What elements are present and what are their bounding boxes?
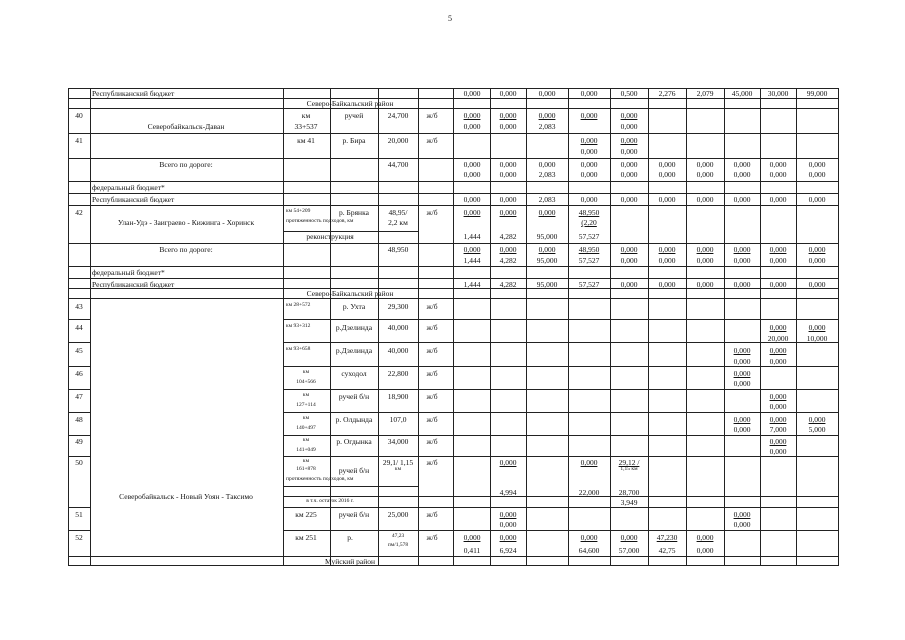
table-cell: 0,000 [808, 256, 826, 265]
table-cell: 161+878 [296, 466, 316, 472]
table-cell: 48,950 [387, 245, 409, 254]
table-cell: км 28+572 [286, 302, 311, 308]
table-cell: 0,000 [620, 195, 638, 204]
table-cell: 40,000 [387, 323, 409, 332]
table-cell: 0,000 [769, 402, 787, 411]
table-cell: 0,000 [499, 208, 517, 217]
table-cell: 47 [75, 392, 83, 401]
table-cell: 95,000 [536, 280, 558, 289]
table-cell: 2,083 [538, 122, 556, 131]
table-cell: 0,000 [499, 245, 517, 254]
table-cell: 0,000 [463, 160, 481, 169]
table-cell: ручей [344, 111, 364, 120]
table-cell: Всего по дороге: [159, 245, 213, 254]
table-cell: 0,000 [733, 510, 751, 519]
table-cell: 0,000 [769, 170, 787, 179]
table-cell: 0,000 [696, 533, 714, 542]
table-cell: 95,000 [536, 232, 558, 241]
table-cell: 48,950 [578, 245, 600, 254]
table-cell: 0,000 [580, 170, 598, 179]
table-cell: 0,000 [499, 170, 517, 179]
table-row-rule [68, 266, 839, 267]
table-cell: 0,000 [658, 160, 676, 169]
table-cell: Северо-Байкальский район [306, 99, 394, 108]
table-cell: 42 [75, 208, 83, 217]
table-column-rule [610, 88, 611, 565]
table-cell: 0,000 [696, 160, 714, 169]
table-cell: 0,000 [733, 415, 751, 424]
table-column-rule [68, 88, 69, 565]
table-cell: 0,000 [463, 533, 481, 542]
table-cell: 1,444 [463, 232, 481, 241]
table-cell: 0,000 [658, 170, 676, 179]
table-cell: 48,95/ [388, 208, 408, 217]
table-cell: Всего по дороге: [159, 160, 213, 169]
table-cell: 0,000 [499, 458, 517, 467]
table-row-rule [68, 98, 839, 99]
table-cell: км 225 [295, 510, 317, 519]
table-cell: 22,800 [387, 369, 409, 378]
table-row-rule [68, 556, 839, 557]
table-cell: 0,000 [658, 256, 676, 265]
table-cell: 2,276 [658, 89, 676, 98]
table-cell: 0,000 [733, 280, 751, 289]
table-cell: протяженность подходов, км [286, 218, 354, 224]
table-row-rule [283, 456, 839, 457]
table-cell: 0,000 [696, 195, 714, 204]
table-cell: 25,000 [387, 510, 409, 519]
table-cell: 42,75 [658, 546, 676, 555]
table-row-rule [68, 435, 91, 436]
table-row-rule [68, 205, 839, 206]
table-cell: 0,000 [620, 245, 638, 254]
table-cell: 0,000 [808, 245, 826, 254]
table-cell: 0,000 [733, 256, 751, 265]
table-cell: 6,924 [499, 546, 517, 555]
table-row-rule [68, 342, 91, 343]
table-row-rule [68, 181, 839, 182]
table-cell: 43 [75, 302, 83, 311]
table-cell: 0,000 [580, 458, 598, 467]
table-row-rule [283, 530, 839, 531]
table-row-rule [68, 565, 839, 566]
table-cell: р. Олдында [335, 415, 373, 424]
table-cell: ручей б/н [338, 392, 370, 401]
table-cell: ж/б [426, 533, 438, 542]
table-row-rule [68, 456, 91, 457]
table-cell: в т.ч. остаток 2016 г. [306, 498, 354, 504]
table-cell: Улан-Удэ - Заиграево - Кижинга - Хоринск [117, 218, 255, 227]
table-cell: 95,000 [536, 256, 558, 265]
table-cell: ж/б [426, 510, 438, 519]
table-cell: км [302, 437, 310, 443]
table-cell: км [302, 369, 310, 375]
table-column-rule [490, 88, 491, 565]
table-column-rule [648, 88, 649, 565]
table-cell: 0,000 [463, 208, 481, 217]
table-column-rule [378, 88, 379, 565]
table-cell: 0,000 [808, 415, 826, 424]
table-cell: Северобайкальск - Новый Уоян - Таксимо [119, 492, 253, 501]
table-cell: 4,282 [499, 256, 517, 265]
table-cell: 40 [75, 111, 83, 120]
table-cell: 0,000 [808, 280, 826, 289]
table-cell: Республиканский бюджет [92, 195, 175, 204]
table-row-rule [68, 288, 839, 289]
table-cell: 0,000 [620, 147, 638, 156]
table-cell: 0,000 [696, 245, 714, 254]
table-cell: 0,000 [733, 379, 751, 388]
table-cell: 0,000 [499, 520, 517, 529]
table-cell: ж/б [426, 437, 438, 446]
table-cell: реконструкция [306, 232, 354, 241]
table-cell: 0,000 [808, 170, 826, 179]
table-cell: 0,000 [538, 111, 556, 120]
table-cell: 0,000 [580, 111, 598, 120]
table-cell: 30,000 [767, 89, 789, 98]
table-cell: ж/б [426, 458, 438, 467]
table-cell: 57,527 [578, 232, 600, 241]
table-cell: 4,994 [499, 488, 517, 497]
table-cell: р. Брянка [339, 208, 369, 217]
table-row-rule [283, 507, 839, 508]
table-cell: 0,000 [499, 89, 517, 98]
table-cell: 47,230 [656, 533, 678, 542]
table-cell: 48,950 [578, 208, 600, 217]
table-cell: 24,700 [387, 111, 409, 120]
table-cell: р.Дзелинда [335, 323, 373, 332]
table-cell: 0,000 [769, 437, 787, 446]
table-cell: 0,000 [580, 89, 598, 98]
table-cell: 0,000 [499, 111, 517, 120]
table-cell: км [302, 415, 310, 421]
table-cell: 0,000 [733, 170, 751, 179]
table-cell: 52 [75, 533, 83, 542]
table-row-rule [68, 319, 91, 320]
table-cell: 0,000 [769, 160, 787, 169]
table-cell: 0,000 [733, 425, 751, 434]
table-cell: 0,000 [696, 256, 714, 265]
table-cell: 0,000 [463, 89, 481, 98]
table-cell: 2,083 [538, 195, 556, 204]
table-column-rule [330, 88, 331, 565]
table-cell: 1,444 [463, 280, 481, 289]
table-cell: 0,000 [769, 323, 787, 332]
table-cell: 0,411 [463, 546, 481, 555]
table-cell: 0,000 [658, 195, 676, 204]
table-column-rule [568, 88, 569, 565]
table-cell: ж/б [426, 111, 438, 120]
table-row-rule [68, 278, 839, 279]
table-cell: 0,000 [733, 346, 751, 355]
table-cell: 99,000 [806, 89, 828, 98]
table-row-rule [68, 108, 839, 109]
table-cell: 46 [75, 369, 83, 378]
table-cell: 141+049 [296, 447, 316, 453]
table-cell: 0,000 [499, 160, 517, 169]
table-cell: ж/б [426, 208, 438, 217]
table-cell: 0,000 [538, 160, 556, 169]
table-cell: 0,000 [769, 256, 787, 265]
table-cell: 22,000 [578, 488, 600, 497]
table-cell: 0,000 [463, 122, 481, 131]
table-cell: 41 [75, 136, 83, 145]
table-cell: 51 [75, 510, 83, 519]
table-cell: 29,300 [387, 302, 409, 311]
table-cell: 0,000 [463, 111, 481, 120]
table-cell: (2,20 [581, 218, 597, 227]
table-column-rule [90, 88, 91, 565]
table-cell: 0,000 [769, 447, 787, 456]
table-cell: ж/б [426, 346, 438, 355]
table-row-rule [68, 412, 91, 413]
table-cell: 0,000 [733, 160, 751, 169]
table-cell: ж/б [426, 302, 438, 311]
table-cell: ручей б/н [338, 466, 370, 475]
table-cell: суходол [341, 369, 367, 378]
table-cell: 50 [75, 458, 83, 467]
table-cell: 18,900 [387, 392, 409, 401]
table-cell: км [302, 458, 310, 464]
table-cell: ж/б [426, 369, 438, 378]
table-row-rule [283, 366, 839, 367]
table-cell: протяженность подходов, км [286, 476, 354, 482]
table-row-rule [68, 88, 839, 89]
table-cell: 7,000 [769, 425, 787, 434]
table-cell: 0,000 [499, 122, 517, 131]
table-cell: 0,000 [769, 346, 787, 355]
table-cell: 0,000 [733, 245, 751, 254]
table-cell: ж/б [426, 323, 438, 332]
table-column-rule [686, 88, 687, 565]
table-row-rule [283, 435, 839, 436]
table-cell: 0,000 [769, 245, 787, 254]
table-cell: 0,000 [620, 170, 638, 179]
table-cell: ж/б [426, 136, 438, 145]
table-cell: 140+497 [296, 425, 316, 431]
table-cell: 0,000 [499, 510, 517, 519]
table-cell: 0,000 [733, 369, 751, 378]
table-cell: 0,000 [769, 357, 787, 366]
table-row-rule [68, 158, 839, 159]
table-cell: 0,000 [769, 415, 787, 424]
table-cell: 0,000 [658, 280, 676, 289]
table-cell: 48 [75, 415, 83, 424]
table-cell: 0,000 [538, 89, 556, 98]
table-row-rule [68, 298, 839, 299]
table-cell: ж/б [426, 415, 438, 424]
page-number: 5 [448, 14, 452, 23]
table-cell: 0,000 [696, 280, 714, 289]
table-cell: р. Бира [342, 136, 366, 145]
table-cell: км [302, 392, 310, 398]
table-cell: 49 [75, 437, 83, 446]
table-cell: 2,083 [538, 170, 556, 179]
table-cell: 0,000 [733, 357, 751, 366]
table-column-rule [724, 88, 725, 565]
table-cell: 1,15 км [620, 466, 638, 472]
table-cell: 0,000 [808, 195, 826, 204]
table-cell: пм/1,578 [387, 542, 409, 548]
table-column-rule [838, 88, 839, 565]
table-cell: 0,000 [658, 245, 676, 254]
table-cell: 107,0 [389, 415, 407, 424]
table-cell: 4,282 [499, 232, 517, 241]
table-cell: 3,949 [620, 498, 638, 507]
table-row-rule [68, 243, 839, 244]
table-cell: 0,000 [580, 136, 598, 145]
table-cell: 2,079 [696, 89, 714, 98]
table-cell: км 251 [295, 533, 317, 542]
table-cell: км 93+658 [286, 346, 311, 352]
table-cell: 0,000 [769, 392, 787, 401]
table-column-rule [283, 88, 284, 565]
table-cell: 0,000 [580, 147, 598, 156]
table-column-rule [526, 88, 527, 565]
table-cell: 1,444 [463, 256, 481, 265]
table-row-rule [68, 366, 91, 367]
table-cell: Муйский район [325, 557, 375, 566]
table-cell: км [394, 466, 402, 472]
table-cell: Северобайкальск-Даван [147, 122, 225, 131]
table-row-rule [68, 193, 839, 194]
table-cell: 28,700 [618, 488, 640, 497]
table-cell: км 93+312 [286, 323, 311, 329]
table-cell: 20,000 [387, 136, 409, 145]
table-row-rule [283, 389, 839, 390]
table-cell: р.Дзелинда [335, 346, 373, 355]
table-cell: 0,000 [808, 160, 826, 169]
table-cell: 127+114 [296, 402, 316, 408]
table-cell: Северо-Байкальский район [306, 289, 394, 298]
table-cell: 0,000 [620, 533, 638, 542]
table-cell: км [301, 111, 311, 120]
table-cell: Республиканский бюджет [92, 280, 175, 289]
table-cell: км 54+209 [286, 208, 311, 214]
table-cell: 2,2 км [388, 218, 408, 227]
table-cell: 0,000 [580, 533, 598, 542]
table-cell: 0,000 [620, 160, 638, 169]
table-cell: 0,000 [769, 280, 787, 289]
table-cell: р. Ухта [342, 302, 366, 311]
table-cell: 0,000 [696, 170, 714, 179]
table-row-rule [68, 133, 839, 134]
table-cell: 47,23 [391, 533, 405, 539]
table-column-rule [453, 88, 454, 565]
table-cell: 0,000 [620, 122, 638, 131]
table-cell: 4,282 [499, 280, 517, 289]
table-row-rule [68, 389, 91, 390]
table-cell: км 41 [297, 136, 315, 145]
table-cell: 0,000 [696, 546, 714, 555]
table-cell: 29,1/ 1,15 [382, 458, 414, 467]
table-cell: 0,000 [620, 111, 638, 120]
table-cell: 0,500 [620, 89, 638, 98]
table-cell: 44,700 [387, 160, 409, 169]
table-cell: 29,12 / [618, 458, 640, 467]
table-cell: 45 [75, 346, 83, 355]
table-row-rule [283, 342, 839, 343]
table-cell: 5,000 [808, 425, 826, 434]
table-cell: 10,000 [806, 334, 828, 343]
table-cell: 0,000 [620, 256, 638, 265]
table-cell: 64,600 [578, 546, 600, 555]
table-row-rule [68, 530, 91, 531]
table-cell: 0,000 [580, 195, 598, 204]
table-cell: 0,000 [808, 323, 826, 332]
table-column-rule [760, 88, 761, 565]
table-cell: 34,000 [387, 437, 409, 446]
table-cell: 0,000 [499, 533, 517, 542]
table-row-rule [68, 507, 91, 508]
table-cell: 0,000 [538, 208, 556, 217]
table-cell: 0,000 [620, 136, 638, 145]
table-cell: 0,000 [580, 160, 598, 169]
table-cell: р. Огдынка [336, 437, 372, 446]
table-row-rule [283, 496, 839, 497]
table-cell: 20,000 [767, 334, 789, 343]
table-cell: 44 [75, 323, 83, 332]
table-cell: р. [347, 533, 353, 542]
table-column-rule [418, 88, 419, 565]
table-cell: 0,000 [499, 195, 517, 204]
table-cell: 0,000 [620, 280, 638, 289]
table-cell: федеральный бюджет* [92, 268, 165, 277]
table-cell: 33+537 [294, 122, 318, 131]
table-row-rule [283, 486, 419, 487]
table-cell: 40,000 [387, 346, 409, 355]
table-cell: 0,000 [463, 170, 481, 179]
table-row-rule [283, 412, 839, 413]
table-cell: Республиканский бюджет [92, 89, 175, 98]
table-cell: ручей б/н [338, 510, 370, 519]
table-cell: 57,000 [618, 546, 640, 555]
table-cell: федеральный бюджет* [92, 183, 165, 192]
table-cell: 0,000 [463, 245, 481, 254]
table-row-rule [283, 319, 839, 320]
table-cell: 0,000 [733, 195, 751, 204]
table-column-rule [796, 88, 797, 565]
table-cell: 45,000 [731, 89, 753, 98]
table-cell: ж/б [426, 392, 438, 401]
table-cell: 0,000 [463, 195, 481, 204]
table-cell: 104+566 [296, 379, 316, 385]
table-cell: 0,000 [538, 245, 556, 254]
table-cell: 57,527 [578, 256, 600, 265]
table-cell: 57,527 [578, 280, 600, 289]
table-cell: 0,000 [733, 520, 751, 529]
table-cell: 0,000 [769, 195, 787, 204]
